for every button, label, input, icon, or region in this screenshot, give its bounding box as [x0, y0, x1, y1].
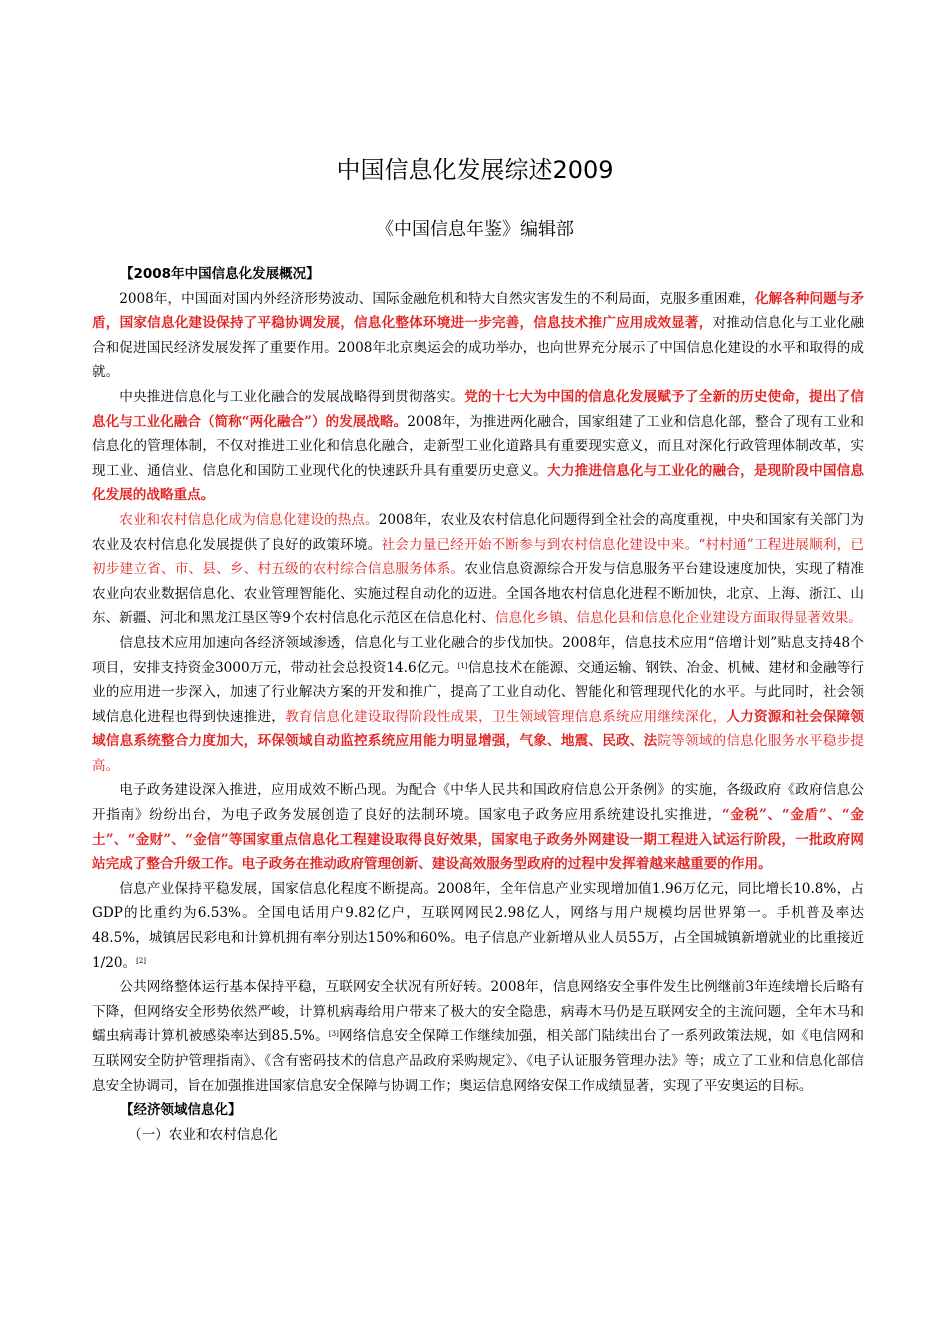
- document-body: [92, 262, 864, 1147]
- highlight-run: “金税”、“金盾”、“金土”、“金财”、“金信”等国家重点信息化工程建设取得良好效果，国家电子政务外网建设一期工程进入试运行阶段，一批政府网站完成了整合升级工作。电子政务在推动政府管理创新、建设高效服务型政府的过程中发挥着越来越重要的作用。: [92, 807, 864, 873]
- footnote-ref[interactable]: [3]: [328, 1030, 339, 1039]
- paragraph-egov: [92, 778, 864, 876]
- highlight-run: 大力推进信息化与工业化的融合，是现阶段中国信息化发展的战略重点。: [92, 462, 865, 504]
- text-run: 网络信息安全保障工作继续加强，相关部门陆续出台了一系列政策法规，如《电信网和互联网安全防护管理指南》、《含有密码技术的信息产品政府采购规定》、《电子认证服务管理办法》等；成立了工业和信息化部信息安全协调司，旨在加强推进国家信息安全保障与协调工作；奥运信息网络安保工作成绩显著，实现了平安奥运的目标。: [92, 1028, 865, 1094]
- text-run: 信息产业保持平稳发展，国家信息化程度不断提高。2008年，全年信息产业实现增加值1.96万亿元，同比增长10.8%，占GDP的比重约为6.53%。全国电话用户9.82亿户，互联网网民2.98亿人，网络与用户规模均居世界第一。手机普及率达48.5%，城镇居民彩电和计算机拥有率分别达150%和60%。电子信息产业新增从业人员55万，占全国城镇新增就业的比重接近1/20。: [92, 880, 864, 971]
- text-run: 2008年，中国面对国内外经济形势波动、国际金融危机和特大自然灾害发生的不利局面，克服多重困难，: [119, 290, 755, 307]
- text-run: 2008年，为推进两化融合，国家组建了工业和信息化部，整合了现有工业和信息化的管理体制，不仅对推进工业化和信息化融合，走新型工业化道路具有重要现实意义，而且对深化行政管理体制改革，实现工业、通信业、信息化和国防工业现代化的快速跃升具有重要历史意义。: [92, 413, 864, 479]
- footnote-ref[interactable]: [2]: [136, 956, 147, 965]
- page-title: 中国信息化发展综述2009: [336, 156, 614, 184]
- highlight-run: 人力资源和社会保障领域信息系统整合力度加大，环保领域自动监控系统应用能力明显增强，: [92, 708, 865, 750]
- text-run: 信息技术在能源、交通运输、钢铁、冶金、机械、建材和金融等行业的应用进一步深入，加速了行业解决方案的开发和推广，提高了工业自动化、智能化和管理现代化的水平。与此同时，社会领域信息化进程也得到快速推进，: [92, 659, 864, 725]
- highlight-run: 化解各种问题与矛盾，国家信息化建设保持了平稳协调发展，信息化整体环境进一步完善，信息技术推广应用成效显著，: [92, 290, 865, 332]
- text-run: 2008年，农业及农村信息化问题得到全社会的高度重视，中央和国家有关部门为农业及农村信息化发展提供了良好的政策环境。: [92, 511, 865, 553]
- text-run: 公共网络整体运行基本保持平稳，互联网安全状况有所好转。2008年，信息网络安全事件发生比例继前3年连续增长后略有下降，但网络安全形势依然严峻，计算机病毒给用户带来了极大的安全隐患，病毒木马仍是互联网安全的主流问题，全年木马和蠕虫病毒计算机被感染率达到85.5%。: [92, 979, 864, 1045]
- highlight-run: 农业和农村信息化成为信息化建设的热点。: [119, 511, 379, 528]
- paragraph-agriculture: [92, 508, 864, 631]
- subsection-heading: （一）农业和农村信息化: [128, 1126, 278, 1143]
- text-run: 农业信息资源综合开发与信息服务平台建设速度加快，实现了精准农业向农业数据信息化、农业管理智能化、实施过程自动化的迈进。全国各地农村信息化进程不断加快，北京、上海、浙江、山东、新疆、河北和黑龙江垦区等9个农村信息化示范区在信息化村、: [92, 561, 865, 627]
- highlight-run: 气象、地震、民政、法: [519, 733, 658, 750]
- highlight-run: 信息化乡镇、信息化县和信息化企业建设方面取得显著效果。: [494, 610, 862, 627]
- highlight-run: 教育信息化建设取得阶段性成果，卫生领域管理信息系统应用继续深化，: [285, 708, 727, 725]
- paragraph-industry: [92, 877, 864, 975]
- highlight-run: 院等领域的信息化服务水平稳步提高。: [92, 733, 865, 774]
- page-subtitle: 《中国信息年鉴》编辑部: [376, 219, 574, 240]
- highlight-run: 社会力量已经开始不断参与到农村信息化建设中来。“村村通”工程进展顺利，已初步建立省、市、县、乡、村五级的农村综合信息服务体系。: [92, 536, 864, 578]
- footnote-ref[interactable]: [1]: [457, 661, 468, 670]
- paragraph-it-application: [92, 631, 864, 779]
- text-run: 信息技术应用加速向各经济领域渗透，信息化与工业化融合的步伐加快。2008年，信息技术应用“倍增计划”贴息支持48个项目，安排支持资金3000万元，带动社会总投资14.6亿元。: [92, 634, 864, 676]
- text-run: 电子政务建设深入推进，应用成效不断凸现。为配合《中华人民共和国政府信息公开条例》的实施，各级政府《政府信息公开指南》纷纷出台，为电子政务发展创造了良好的法制环境。国家电子政务应用系统建设扎实推进，: [92, 782, 864, 824]
- highlight-run: 党的十七大为中国的信息化发展赋予了全新的历史使命，提出了信息化与工业化融合（简称“两化融合”）的发展战略。: [92, 388, 865, 430]
- paragraph-strategy: [92, 385, 864, 508]
- section-heading-economy: 【经济领域信息化】: [120, 1102, 242, 1119]
- text-run: 中央推进信息化与工业化融合的发展战略得到贯彻落实。: [119, 388, 465, 405]
- text-run: 对推动信息化与工业化融合和促进国民经济发展发挥了重要作用。2008年北京奥运会的成功举办，也向世界充分展示了中国信息化建设的水平和取得的成就。: [92, 315, 865, 381]
- paragraph-overview: [92, 287, 864, 385]
- paragraph-security: [92, 975, 864, 1098]
- section-heading-overview: 【2008年中国信息化发展概况】: [120, 266, 320, 282]
